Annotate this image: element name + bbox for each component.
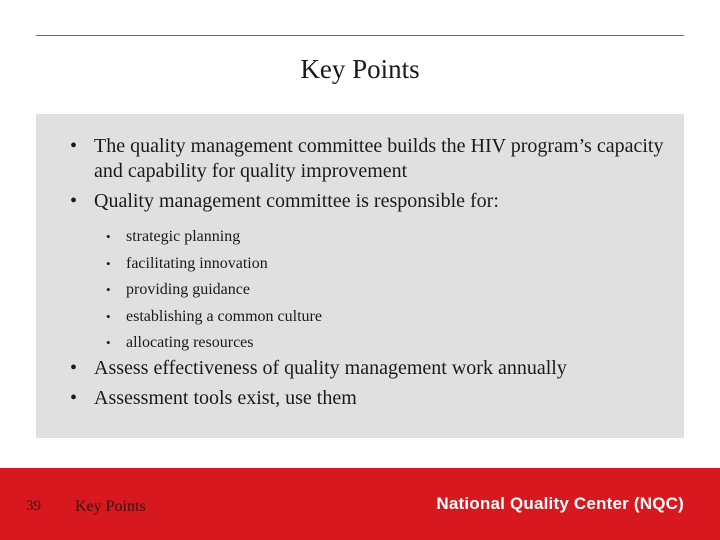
- bullet-item: [36, 134, 684, 184]
- bullet-text: Assessment tools exist, use them: [94, 387, 357, 409]
- sub-bullet-item: [36, 304, 322, 331]
- sub-bullet-text: providing guidance: [126, 281, 250, 298]
- bullet-text: Assess effectiveness of quality management work annually: [94, 357, 567, 379]
- sub-bullet-icon: •: [106, 255, 111, 271]
- bullet-list-bottom: [36, 356, 567, 416]
- organization-logo: National Quality Center (NQC): [436, 494, 684, 513]
- top-divider: [36, 35, 684, 36]
- page-number: 39: [26, 498, 41, 514]
- sub-bullet-text: establishing a common culture: [126, 307, 322, 325]
- bullet-text: The quality management committee builds the HIV program’s capacity and capability for quality improvement: [94, 135, 664, 182]
- sub-bullet-text: strategic planning: [126, 228, 241, 245]
- sub-bullet-item: [36, 251, 322, 278]
- sub-bullet-item: [36, 330, 322, 357]
- bullet-icon: •: [70, 387, 78, 409]
- sub-bullet-list: [36, 224, 322, 357]
- sub-bullet-text: allocating resources: [126, 334, 254, 351]
- bullet-icon: •: [70, 190, 78, 212]
- bullet-icon: •: [70, 357, 78, 379]
- sub-bullet-item: [36, 277, 322, 304]
- content-panel: [36, 114, 684, 438]
- sub-bullet-text: facilitating innovation: [126, 254, 268, 272]
- sub-bullet-icon: •: [106, 282, 111, 297]
- bullet-icon: •: [70, 135, 78, 157]
- footer-bar: [0, 468, 720, 540]
- slide-title: Key Points: [300, 54, 420, 84]
- bullet-item: [36, 386, 567, 411]
- bullet-item: [36, 189, 684, 214]
- sub-bullet-icon: •: [106, 335, 111, 350]
- sub-bullet-item: [36, 224, 322, 251]
- bullet-item: [36, 356, 567, 381]
- sub-bullet-icon: •: [106, 229, 111, 244]
- bullet-list-top: [36, 134, 684, 219]
- sub-bullet-icon: •: [106, 308, 111, 324]
- footer-section-title: Key Points: [75, 498, 146, 515]
- bullet-text: Quality management committee is responsible for:: [94, 190, 499, 212]
